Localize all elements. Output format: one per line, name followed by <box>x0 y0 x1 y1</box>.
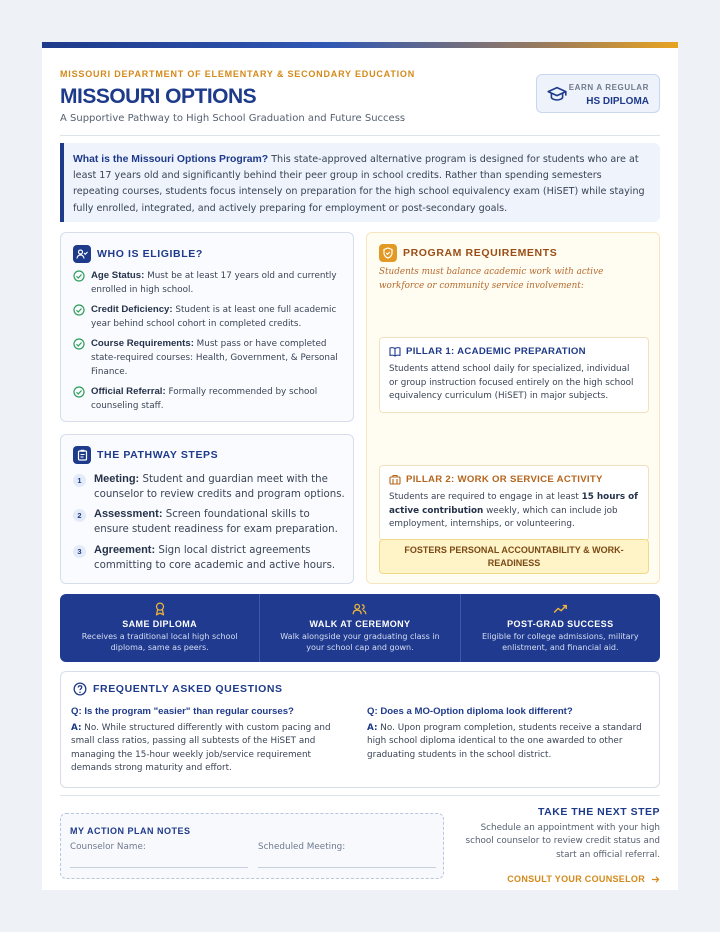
eligibility-card <box>60 232 354 422</box>
page-subtitle: A Supportive Pathway to High School Graduation and Future Success <box>60 113 406 124</box>
pillar-academic-heading: PILLAR 1: ACADEMIC PREPARATION <box>406 346 586 357</box>
eligibility-label: Course Requirements: <box>91 338 194 349</box>
eligibility-text: Student is at least one full academic year behind school cohort in completed credits. <box>91 305 337 329</box>
benefit-text: Eligible for college admissions, military enlistment, and financial aid. <box>482 632 639 652</box>
pillar-work-text-1: Students are required to engage in at least <box>389 492 582 502</box>
top-accent-bar <box>42 42 678 48</box>
help-circle-icon <box>73 682 87 696</box>
scheduled-meeting-label: Scheduled Meeting: <box>258 842 346 852</box>
pathway-step <box>73 472 345 502</box>
award-ribbon-icon <box>154 602 166 616</box>
intro-callout <box>60 143 660 222</box>
benefit-text: Receives a traditional local high school diploma, same as peers. <box>81 632 238 652</box>
eligibility-header <box>73 245 203 263</box>
benefit-walk-ceremony <box>259 594 459 662</box>
cta-label: CONSULT YOUR COUNSELOR <box>507 874 645 884</box>
pillar-academic-text: Students attend school daily for specialized, individual or group instruction focused entirely on the high school equivalency curriculum (HiSET) in major subjects. <box>389 364 634 402</box>
faq-question: Q: Is the program "easier" than regular courses? <box>71 706 294 717</box>
pathway-card <box>60 434 354 584</box>
pillar-work-header <box>389 474 639 485</box>
page-title: MISSOURI OPTIONS <box>60 85 257 108</box>
faq-answer-label: A: <box>367 722 378 733</box>
eligibility-item-courses <box>73 337 345 379</box>
next-step-text: Schedule an appointment with your high school counselor to review credit status and start an official referral. <box>465 823 660 860</box>
pillar-work <box>379 465 649 541</box>
intro-text: This state-approved alternative program is designed for students who are at least 17 years old and significantly behind their peer group in school credits. Rather than spending semesters repeating courses, students focus intensely on preparation for the high school equivalency exam (HiSET) while staying fully enrolled, integrated, and actively preparing for employment or post-secondary goals. <box>73 154 645 214</box>
eligibility-label: Age Status: <box>91 270 145 281</box>
benefit-post-grad <box>460 594 660 662</box>
eligibility-text: Must be at least 17 years old and currently enrolled in high school. <box>91 271 337 295</box>
requirements-card <box>366 232 660 584</box>
pillar-work-text-2: weekly, which can include job employment, internships, or volunteering. <box>389 505 618 530</box>
pathway-step <box>73 543 345 573</box>
intro-lead: What is the Missouri Options Program? <box>73 154 269 165</box>
consult-counselor-link[interactable] <box>507 874 660 884</box>
requirements-header <box>379 244 557 262</box>
eligibility-text: Must pass or have completed state-required courses: Health, Government, & Personal Finance. <box>91 339 338 377</box>
briefcase-icon <box>389 474 401 485</box>
step-text: Screen foundational skills to ensure student readiness for exam preparation. <box>94 509 338 535</box>
users-icon <box>352 602 367 616</box>
eligibility-item-credit <box>73 303 345 331</box>
eligibility-list <box>73 269 345 419</box>
scheduled-meeting-field[interactable] <box>258 842 436 852</box>
benefit-title: WALK AT CEREMONY <box>309 619 411 629</box>
step-label: Meeting: <box>94 473 140 485</box>
shield-check-icon <box>379 244 397 262</box>
graduation-cap-icon <box>547 86 567 102</box>
pillar-work-hours: 15 hours of active contribution <box>389 492 638 516</box>
faq-answer <box>71 722 353 776</box>
action-plan-notes <box>60 813 444 879</box>
eligibility-label: Official Referral: <box>91 386 166 397</box>
faq-section <box>60 671 660 788</box>
faq-answer-label: A: <box>71 722 82 733</box>
pillar-academic-header <box>389 346 639 357</box>
pathway-step <box>73 507 345 537</box>
check-circle-icon <box>73 304 85 316</box>
step-number: 3 <box>73 545 86 558</box>
benefit-text: Walk alongside your graduating class in your school cap and gown. <box>280 632 440 652</box>
user-check-icon <box>73 245 91 263</box>
pillar-academic <box>379 337 649 413</box>
step-text: Sign local district agreements committing to core academic and active hours. <box>94 545 336 571</box>
eligibility-item-referral <box>73 385 345 413</box>
faq-heading: FREQUENTLY ASKED QUESTIONS <box>93 683 283 695</box>
requirements-heading: PROGRAM REQUIREMENTS <box>403 247 558 259</box>
footer-divider <box>60 795 660 796</box>
open-book-icon <box>389 346 401 357</box>
faq-item <box>367 705 649 762</box>
step-number: 2 <box>73 509 86 522</box>
faq-question: Q: Does a MO-Option diploma look different? <box>367 706 573 717</box>
diploma-badge <box>536 74 660 113</box>
pillar-work-heading: PILLAR 2: WORK OR SERVICE ACTIVITY <box>406 474 603 485</box>
badge-line-1: EARN A REGULAR <box>568 83 649 92</box>
benefit-same-diploma <box>60 594 259 662</box>
eligibility-heading: WHO IS ELIGIBLE? <box>97 248 203 260</box>
benefit-title: SAME DIPLOMA <box>122 619 198 629</box>
eligibility-text: Formally recommended by school counseling staff. <box>91 387 318 411</box>
step-label: Agreement: <box>94 544 156 556</box>
counselor-name-label: Counselor Name: <box>70 842 146 852</box>
benefit-title: POST-GRAD SUCCESS <box>507 619 614 629</box>
pillar-work-text <box>389 491 639 532</box>
next-step-heading: TAKE THE NEXT STEP <box>538 806 660 818</box>
accountability-callout: FOSTERS PERSONAL ACCOUNTABILITY & WORK-READINESS <box>379 539 649 574</box>
badge-line-2: HS DIPLOMA <box>586 96 649 107</box>
trending-up-icon <box>553 602 568 616</box>
benefits-band <box>60 594 660 662</box>
check-circle-icon <box>73 270 85 282</box>
pathway-header <box>73 446 218 464</box>
check-circle-icon <box>73 386 85 398</box>
step-number: 1 <box>73 474 86 487</box>
header-divider <box>60 135 660 136</box>
clipboard-icon <box>73 446 91 464</box>
faq-answer-text: No. While structured differently with custom pacing and small class ratios, passing all subtests of the HiSET and managing the 15-hour weekly job/service requirement demands strong maturity and effort. <box>71 722 331 774</box>
faq-answer-text: No. Upon program completion, students receive a standard high school diploma identical to the one awarded to other graduating students in the school district. <box>367 722 642 760</box>
notes-heading: MY ACTION PLAN NOTES <box>70 826 191 836</box>
counselor-name-field[interactable] <box>70 842 248 852</box>
faq-answer <box>367 722 649 763</box>
department-label: MISSOURI DEPARTMENT OF ELEMENTARY & SECONDARY EDUCATION <box>60 69 416 79</box>
faq-item <box>71 705 353 776</box>
step-text: Student and guardian meet with the counselor to review credits and program options. <box>94 474 345 500</box>
eligibility-label: Credit Deficiency: <box>91 304 173 315</box>
eligibility-item-age <box>73 269 345 297</box>
scheduled-meeting-line <box>258 867 436 868</box>
arrow-right-icon <box>651 875 660 884</box>
flyer-page <box>42 42 678 890</box>
faq-header <box>73 682 283 696</box>
step-label: Assessment: <box>94 508 163 520</box>
pathway-heading: THE PATHWAY STEPS <box>97 449 219 461</box>
requirements-subheading: Students must balance academic work with active workforce or community service involvement: <box>379 267 604 291</box>
counselor-name-line <box>70 867 248 868</box>
check-circle-icon <box>73 338 85 350</box>
